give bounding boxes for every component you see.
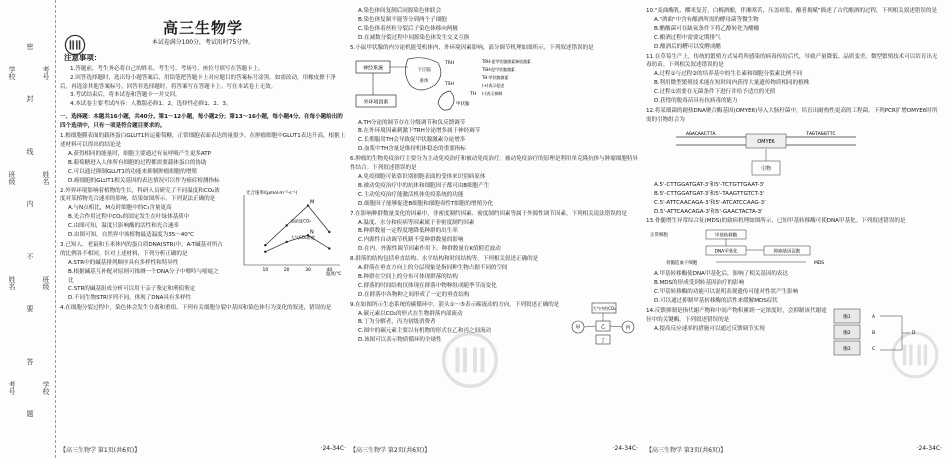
question-option: C.长期服用TH会导致促甲状腺激素分泌增多: [358, 137, 466, 144]
mds-mechanism-diagram: [646, 228, 942, 268]
diagram-label: 正常细胞: [650, 233, 668, 239]
question-stem: 14.反馈抑制是指代谢产物和中间产物积累到一定浓度时，会抑制该代谢途径中的关键酶。下列叙述错误的是: [646, 307, 827, 323]
notice-item: 2.回答选择题时，选出每小题答案后，用铅笔把答题卡上对应题目的答案标号涂黑。如需改动，用橡皮擦干净后，再选涂其他答案标号。回答非选择题时，将答案写在答题卡上。写在本试卷上无效。: [60, 74, 336, 90]
question-option: A.提高反应速率的措施可以通过反馈调节实现: [654, 325, 765, 332]
thyroid-regulation-diagram: [350, 55, 638, 117]
binding-margin: [0, 0, 56, 458]
margin-label: 考号: [8, 380, 16, 395]
diagram-label: TH: [470, 91, 477, 97]
question-option: A.获得相同的能量时，细胞主要通过有氧呼吸产生更多ATP: [68, 150, 211, 157]
data-point: [328, 230, 330, 232]
question-stem: 1.根细胞膜表面的载体蛋白GLUT1转运葡萄糖，正常细胞表面表达的量很少。在肿瘤细胞中GLUT1表达升高，根据上述材料可以得出的结论是: [60, 133, 346, 148]
question-7: [350, 210, 638, 255]
question-stem: 13.骨髓增生异常综合征(MDS)的致病机理如图所示，已知甲基转移酶可使DNA甲基化。下列叙述错误的是: [646, 218, 906, 225]
question-stem: 11.在草莓生产上，传统的繁殖方式易将所感染的病毒传给后代，导致产量降低、品质变差。微型繁殖技术可以培育出无毒幼苗。下列相关叙述错误的是: [646, 53, 938, 69]
question-stem: 5.小鼠甲状腺的内分泌机能受机体内、外环境因素影响，部分调节机理如图所示。下列叙述错误的是: [350, 44, 594, 51]
question-1: [60, 132, 346, 185]
question-6: [350, 155, 638, 208]
question-option: D.在减数分裂过程中同源染色体发生交叉互换: [358, 34, 470, 41]
question-option: D.可以通过抑制甲基转移酶的活性来缓解MDS症状: [654, 298, 778, 305]
question-option: B.染色体复制不能等分到两个子细胞: [358, 16, 447, 23]
question-4-options: [350, 7, 638, 43]
question-option: D.5'-ATTCAACAGA-3'和5'-GAACTACTA-3': [654, 208, 763, 215]
chart-title: 光合速率/(μmol·m⁻²·s⁻¹): [246, 190, 298, 196]
exam-title: 高三生物学: [162, 19, 243, 37]
diagram-label: 垂体: [419, 78, 429, 84]
notice-item: 1.答题前，考生务必将自己的姓名、考生号、考场号、座位号填写在答题卡上。: [70, 65, 264, 72]
question-option: B.MDS的形成受到转基因治疗的影响: [654, 280, 745, 287]
section-heading: 一、选择题：本题共16小题，共40分。第1～12小题，每小题2分；第13～16小题，每小题4分。在每小题给出的四个选项中，只有一项是符合题目要求的。: [60, 114, 343, 130]
page-column-1: [60, 6, 346, 446]
question-option: C.甲基转移酶的功能可以说明表观遗传可能对性状产生影响: [654, 289, 799, 296]
seal-char: 密: [26, 42, 34, 50]
seal-char: 线: [26, 147, 34, 155]
margin-label: 姓名: [42, 170, 50, 185]
question-option: C.主动免疫治疗能激活机体免疫系统的功能: [358, 191, 464, 198]
seal-char: 题: [26, 410, 34, 418]
question-option: C.5'-ATTCAACAGA-3'和5'-ATCATCCAAG-3': [654, 199, 766, 206]
diagram-label: 骨髓造血干细胞: [666, 261, 698, 267]
point-label: M: [310, 199, 315, 206]
series-label: 大气CO₂浓度: [290, 234, 315, 240]
question-option: D.细胞因子能够促进B细胞和细胞毒性T细胞的增殖分化: [358, 200, 494, 207]
dna-sequence: TAGTAGGTTC: [806, 130, 836, 137]
question-option: C.内源性自动调节机制不受种群数量的影响: [358, 237, 464, 244]
diagram-label: 乙: [600, 323, 606, 330]
question-4: [60, 304, 346, 313]
question-option: C.群落的时间结构仅体现在群落中物种组成随季节而变化: [358, 282, 497, 289]
page-column-3: [646, 6, 942, 446]
series-label: 高浓度CO₂: [290, 217, 311, 223]
question-option: B.醋酸菌可在缺氧条件下将乙醇转化为醋酸: [654, 25, 760, 32]
margin-label: 学校: [8, 65, 16, 80]
question-option: A.STR中的碱基排列顺序具有多样性和特异性: [68, 259, 179, 266]
question-option: C.染色体着丝粒分裂后子染色体移向两极: [358, 25, 458, 32]
question-option: D.不同生物STR序列不同，体现了DNA具有多样性: [68, 295, 192, 302]
question-option: C.酿酒过程中需要定期排气: [654, 34, 721, 41]
margin-left-column: [6, 20, 18, 440]
page-column-2: [350, 6, 638, 446]
diagram-label: 酶3: [843, 346, 851, 352]
question-option: C.可以通过抑制GLUT1的功能来抑制肿瘤细胞的增殖: [68, 168, 197, 175]
question-option: B.种群在空间上的分布可体现群落的结构: [358, 273, 458, 280]
question-option: B.丁为分解者，丙为初级消费者: [358, 319, 436, 326]
margin-label: 学校: [42, 380, 50, 395]
diagram-label: D: [912, 330, 916, 336]
x-tick-label: 20: [283, 267, 290, 273]
diagram-label: 抑癌基因沉默: [773, 249, 801, 255]
margin-seal-column: [24, 20, 36, 440]
question-stem: 9.在如图所示生态系统的碳循环中，箭头①～⑤表示碳流动的方向。下列叙述正确的是: [350, 301, 560, 308]
diagram-label: C: [872, 346, 876, 352]
footer-code: ·24-34C·: [320, 445, 346, 452]
margin-label: 班级: [8, 170, 16, 185]
question-option: A.群落在垂直方向上的分层现象是指同种生物占据不同的空间: [358, 265, 508, 272]
data-point: [264, 244, 266, 246]
question-option: A."酒曲"中含有酿酒所需的酵母菌等微生物: [654, 16, 759, 23]
footer-page-label: 【高三生物学 第3页(共6页)】: [646, 447, 727, 454]
seal-char: 内: [26, 200, 34, 208]
notice-block: [60, 54, 346, 109]
page-footer: [350, 445, 638, 454]
question-option: A.TH分泌的调节存在分级调节和负反馈调节: [358, 119, 466, 126]
question-option: D.在群落中各物种之间形成了一定的垂直结构: [358, 291, 470, 298]
question-option: B.5'-CTTGGATGAT-3'和5'-TAAGTTGTCT-3': [654, 190, 765, 197]
exam-subtitle: 本试卷满分100分，考试用时75分钟。: [151, 38, 255, 46]
margin-right-column: [40, 20, 52, 440]
notice-title: 注意事项：: [64, 52, 102, 62]
diagram-label: 甲状腺: [456, 101, 470, 107]
diagram-legend: (-)表示抑制: [482, 90, 503, 96]
question-option: D.癌细胞的GLUT1相关基因的表达情况可以作为癌症检测指标: [68, 177, 220, 184]
footer-code: ·24-34C·: [916, 445, 942, 452]
question-option: C.由图可知，温度只影响酶的活性和光合速率: [68, 223, 179, 230]
data-point: [285, 224, 287, 226]
question-option: A.甲基转移酶使DNA甲基化后，影响了相关基因的表达: [654, 271, 788, 278]
question-option: C.STR的碱基组成分析可以用于亲子鉴定和刑侦鉴定: [68, 286, 196, 293]
question-option: A.过程①与过程②的培养基中的生长素和细胞分裂素比例不同: [654, 71, 803, 78]
diagram-label: DNA甲基化: [714, 249, 738, 255]
diagram-label: 神经系统: [363, 65, 383, 72]
page-footer: [646, 445, 942, 454]
question-option: D.由图可知，自然界中该植物最适温度为35～40℃: [68, 232, 195, 239]
question-14: [646, 307, 942, 352]
diagram-label: TRH: [445, 60, 455, 66]
diagram-legend: TSH:促甲状腺激素: [482, 66, 515, 72]
question-option: B.种群数量一定程度地降低种群的出生率: [358, 228, 458, 235]
diagram-label: 下丘脑: [417, 67, 431, 73]
notice-item: 4.本试卷主要考试内容：人教版必修1、2，选择性必修1、2、3。: [70, 101, 232, 108]
diagram-label: 丙: [625, 324, 631, 331]
question-option: D.在内、外源性调节因素作用下，种群数量在K值附近波动: [358, 246, 501, 253]
diagram-label: 外环境因素: [363, 99, 389, 106]
x-axis-label: 温度/℃: [326, 271, 342, 277]
dna-sequence: AGACAACTTA: [686, 130, 716, 137]
question-stem: 10."麦曲酶乳、醪米复芳，白梅酒酿，伴湘寒苦，压盖琼浆，酿者揭赋"描述了古代酿酒的过程。下列相关叙述错误的是: [646, 8, 937, 14]
question-option: C.过程①需要在无菌条件下进行并给予适宜的光照: [654, 89, 776, 96]
diagram-label: B: [872, 330, 876, 336]
diagram-label: 大气中的CO₂: [592, 305, 616, 311]
data-point: [307, 204, 309, 206]
diagram-legend: TH:甲状腺激素: [482, 74, 509, 80]
question-option: B.在外环境因素刺激下TRH分泌增多属于神经调节: [358, 128, 481, 135]
x-tick-label: 10: [262, 267, 269, 273]
question-option: D.酿酒后的糟可以发酵成醋: [654, 43, 721, 50]
footer-code: ·24-34C·: [612, 445, 638, 452]
diagram-label: 甲: [575, 324, 581, 331]
data-point: [264, 250, 266, 252]
question-12: [646, 107, 942, 216]
seal-char: 要: [26, 305, 34, 313]
question-option: B.利用微型繁殖技术能在短时间内获得大量遗传物质相同的植株: [654, 80, 810, 87]
page-footer: [60, 445, 346, 454]
question-option: D.血浆中TH含量是维持机体稳态的重要指标: [358, 146, 466, 153]
seal-char: 封: [26, 95, 34, 103]
question-option: A.免疫细胞可依靠识别细胞表面的受体来识别病原体: [358, 173, 486, 180]
photosynthesis-chart: [228, 187, 346, 283]
x-tick-label: 40: [326, 267, 333, 273]
data-point: [285, 240, 287, 242]
question-option: B.根据碱基互补配对原则可推测一个DNA分子中嘌呤与嘧啶之比: [68, 268, 219, 284]
question-option: C.图中的碳元素主要以有机物的形式在乙和丙之间流动: [358, 328, 492, 335]
question-stem: 8.群落的结构包括垂直结构、水平结构和时间结构等。下列相关叙述正确的是: [350, 256, 539, 263]
question-11: [646, 53, 942, 106]
footer-page-label: 【高三生物学 第2页(共6页)】: [350, 447, 431, 454]
data-point: [328, 247, 330, 249]
question-10: [646, 7, 942, 52]
carbon-cycle-diagram: [568, 301, 638, 349]
question-9: [350, 301, 638, 346]
diagram-label: MDS: [814, 261, 825, 267]
question-option: A.与N点相比，M点时细胞中的C₃含量更高: [68, 205, 172, 212]
x-tick-label: 30: [305, 267, 311, 273]
question-option: B.被动免疫治疗中的抗体和细胞因子都可由B细胞产生: [358, 182, 490, 189]
diagram-label: TSH: [445, 81, 454, 87]
primer-label: 引物: [761, 165, 771, 172]
feedback-inhibition-diagram: [832, 307, 942, 361]
question-8: [350, 255, 638, 300]
question-option: B.葡萄糖进入人体所有细胞的过程都需要载体蛋白的协助: [68, 159, 207, 166]
question-5: [350, 44, 638, 155]
question-stem: 3.已知人、老鼠和玉米体内的蛋白质DNA(STR)中，A-T碱基对所占的比例各不相同。针对上述材料，下列分析正确的是: [60, 241, 223, 257]
pcr-primer-diagram: [646, 127, 942, 179]
question-option: D.获得的脱毒苗具有抗病毒的能力: [654, 98, 738, 105]
question-option: A.染色体间复制后同源染色体联会: [358, 8, 442, 14]
notice-item: 3.考试结束后，将本试卷和答题卡一并交回。: [70, 92, 181, 99]
question-stem: 4.在细胞分裂过程中，染色体会发生分离和重组。下列有关细胞分裂中基因和染色体行为变化的叙述，错误的是: [60, 305, 332, 312]
diagram-label: 甲基转移酶: [714, 233, 738, 239]
seal-char: 答: [26, 357, 34, 365]
question-option: A.5'-CTTGGATGAT-3'和5'-TCTGTTGAAT-3': [654, 181, 765, 188]
margin-label: 考号: [42, 65, 50, 80]
question-stem: 2.外界环境影响着植物的生长，科研人员研究了不同温度和CO₂浓度对某植物光合速率的影响，结果如图所示。下列说法正确的是: [60, 187, 220, 203]
question-stem: 7.在影响种群数量变化的因素中，非密度制约因素、密度制约因素等属于外源性调节因素。下列相关说法错误的是: [350, 210, 627, 217]
point-label: N: [310, 228, 314, 235]
question-option: B.光合作用过程中CO₂的固定发生在叶绿体基质中: [68, 214, 190, 221]
seal-char: 不: [26, 252, 34, 260]
diagram-label: A: [872, 314, 876, 320]
question-option: A.碳元素以CO₂的形式在生物群落内部流动: [358, 310, 463, 317]
question-13: [646, 217, 942, 306]
margin-label: 姓名: [8, 275, 16, 290]
diagram-legend: TRH:促甲状腺激素释放激素: [482, 58, 531, 64]
question-option: D.该图可以表示物质循环的全球性: [358, 337, 442, 344]
gene-label: OMYE6: [757, 138, 775, 145]
diagram-legend: (+)表示促进: [482, 82, 505, 88]
question-stem: 6.肿瘤的生物免疫治疗主要分为主动免疫治疗和被动免疫治疗。被动免疫治疗的原理是利用单克隆抗体与肿瘤细胞特异性结合。下列叙述错误的是: [350, 156, 638, 172]
diagram-label: 酶2: [843, 330, 851, 336]
diagram-label: 酶1: [843, 314, 851, 320]
footer-page-label: 【高三生物学 第1页(共6页)】: [60, 447, 141, 454]
margin-label: 班级: [42, 275, 50, 290]
question-stem: 12.将某细菌的耐热DNA聚合酶基因(OMYE6)导入大肠杆菌中，培育出耐热性更高的工程菌。下列PCR扩增OMYE6时所需的引物组合为: [646, 107, 938, 123]
question-option: A.温度、水分和疾病等因素属于非密度制约因素: [358, 219, 475, 226]
chart-svg: [228, 187, 346, 279]
diagram-label: 丁: [600, 337, 606, 344]
